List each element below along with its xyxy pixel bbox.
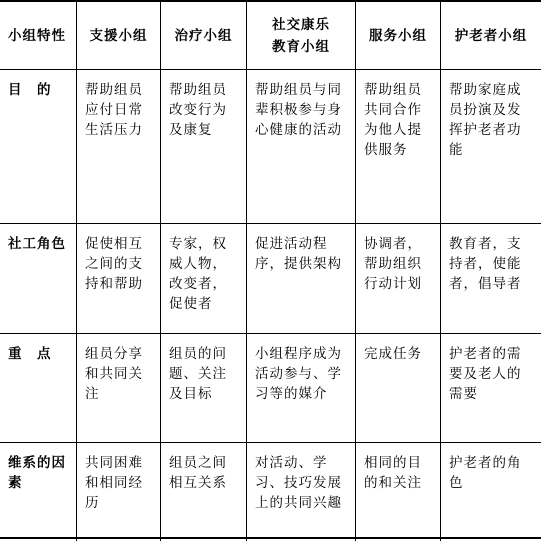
table-cell: 完成任务 [356, 334, 441, 443]
row-label-social-worker-role: 社工角色 [0, 224, 77, 334]
row-label-purpose: 目 的 [0, 70, 77, 224]
table-cell: 帮助组员应付日常生活压力 [77, 70, 161, 224]
table-cell: 促进活动程序，提供架构 [247, 224, 356, 334]
table-header-caregiver-group: 护老者小组 [441, 2, 541, 70]
table-cell: 协调者，帮助组织行动计划 [356, 224, 441, 334]
table-cell: 帮助组员改变行为及康复 [161, 70, 247, 224]
table-cell: 护老者的需要及老人的需要 [441, 334, 541, 443]
table-cell: 护老者的角色 [449, 455, 522, 491]
table-cell: 组员的问题、关注及目标 [161, 334, 247, 443]
table-cell: 帮助组员共同合作为他人提供服务 [356, 70, 441, 224]
table-cell: 促使相互之间的支持和帮助 [77, 224, 161, 334]
table-cell: 帮助组员与同辈积极参与身心健康的活动 [247, 70, 356, 224]
table-cell: 共同困难和相同经历 [77, 443, 161, 541]
row-label-focus: 重 点 [0, 334, 77, 443]
table-header-service-group: 服务小组 [356, 2, 441, 70]
row-label-maintaining-factors: 维系的因素 [0, 443, 77, 541]
table-cell: 组员分享和共同关注 [77, 334, 161, 443]
table-cell: 对活动、学习、技巧发展上的共同兴趣 [247, 443, 356, 541]
table-header-treatment-group: 治疗小组 [161, 2, 247, 70]
table-cell: 专家，权威人物，改变者，促使者 [161, 224, 247, 334]
table-header-support-group: 支援小组 [77, 2, 161, 70]
table-cell: 组员之间相互关系 [161, 443, 247, 541]
table-header-social-education-group: 社交康乐 教育小组 [247, 2, 356, 70]
table-cell: 教育者，支持者，使能者，倡导者 [441, 224, 541, 334]
table-header-row-label: 小组特性 [0, 2, 77, 70]
table-cell: 相同的目的和关注 [356, 443, 441, 541]
table-cell: 帮助家庭成员扮演及发挥护老者功能 [441, 70, 541, 224]
table-cell: 小组程序成为活动参与、学习等的媒介 [247, 334, 356, 443]
